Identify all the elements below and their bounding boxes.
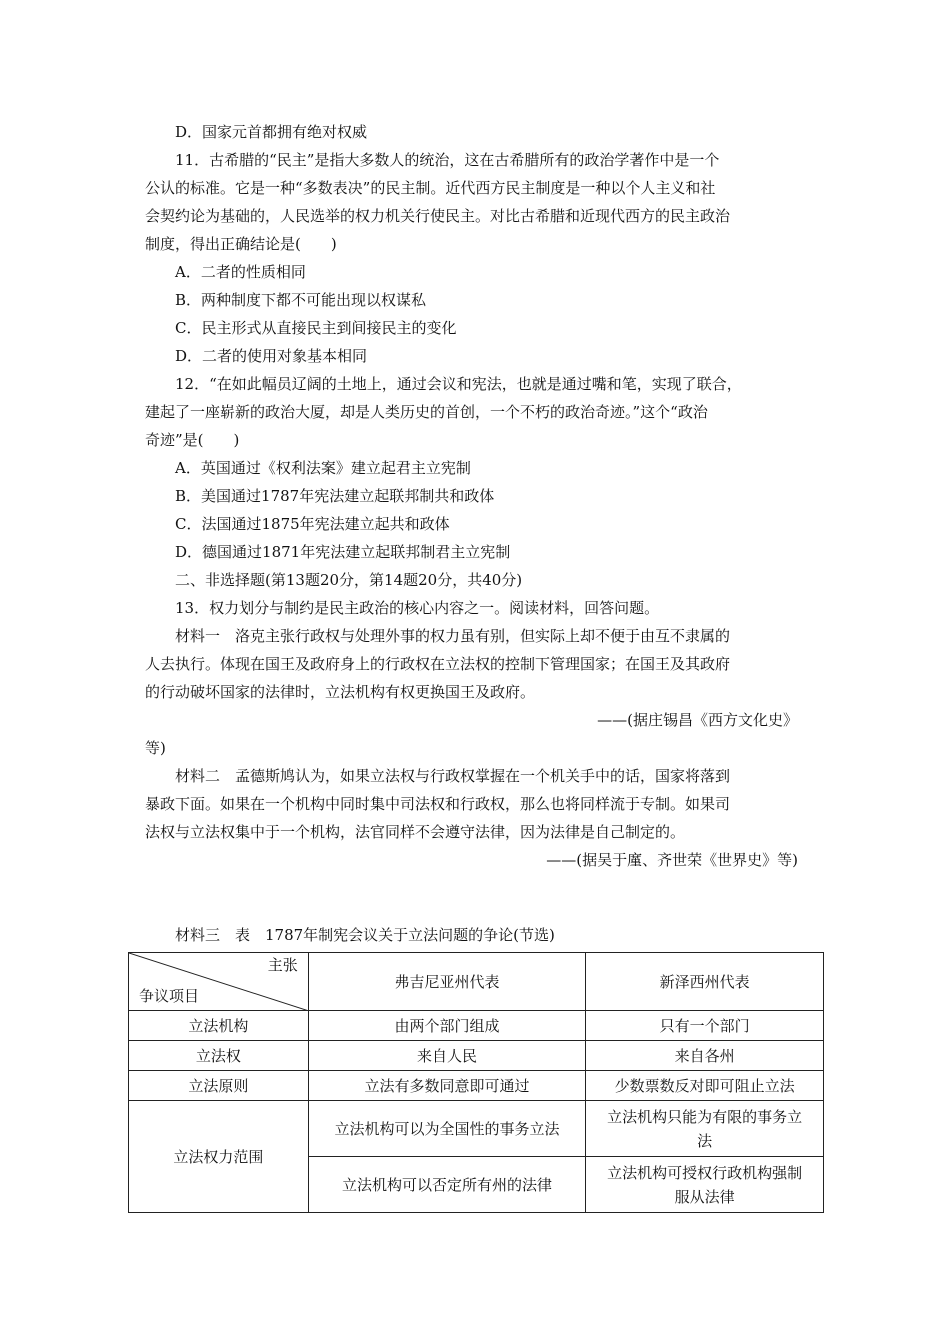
material-2-line-1: 材料二 孟德斯鸠认为，如果立法权与行政权掌握在一个机关手中的话，国家将落到 [175,767,731,785]
cell-line: 法 [697,1131,713,1150]
material-1-source: ——(据庄锡昌《西方文化史》 [597,711,798,729]
header-newjersey: 新泽西州代表 [586,953,824,1011]
table-row [129,1011,824,1041]
q11-stem-line-2: 公认的标准。它是一种“多数表决”的民主制。近代西方民主制度是一种以个人主义和社 [145,179,716,197]
q12-option-d: D．德国通过1871年宪法建立起联邦制君主立宪制 [175,543,511,561]
q11-stem-line-1: 11．古希腊的“民主”是指大多数人的统治，这在古希腊所有的政治学著作中是一个 [175,151,720,169]
q12-option-b: B．美国通过1787年宪法建立起联邦制共和政体 [175,487,495,505]
q13-stem: 13．权力划分与制约是民主政治的核心内容之一。阅读材料，回答问题。 [175,599,660,617]
table-header-row [129,953,824,1011]
q11-option-c: C．民主形式从直接民主到间接民主的变化 [175,319,457,337]
q11-option-b: B．两种制度下都不可能出现以权谋私 [175,291,427,309]
header-item-label: 争议项目 [139,987,200,1005]
q11-option-a: A．二者的性质相同 [175,263,306,281]
table-row [129,1071,824,1101]
diagonal-header-cell [129,953,309,1011]
q12-option-a: A．英国通过《权利法案》建立起君主立宪制 [175,459,471,477]
material-3-caption: 材料三 表 1787年制宪会议关于立法问题的争论(节选) [175,926,555,944]
row-newjersey: 来自各州 [586,1041,824,1071]
cell-line: 立法机构可授权行政机构强制 [607,1163,803,1182]
material-1-line-2: 人去执行。体现在国王及政府身上的行政权在立法权的控制下管理国家；在国王及其政府 [145,655,731,673]
q12-stem-line-3: 奇迹”是( ) [145,431,240,449]
material-2-line-3: 法权与立法权集中于一个机构，法官同样不会遵守法律，因为法律是自己制定的。 [145,823,686,841]
q10-option-d: D．国家元首都拥有绝对权威 [175,123,368,141]
material-1-line-1: 材料一 洛克主张行政权与处理外事的权力虽有别，但实际上却不便于由互不隶属的 [175,627,731,645]
cell-line: 立法机构只能为有限的事务立 [607,1107,803,1126]
q12-stem-line-1: 12．“在如此幅员辽阔的土地上，通过会议和宪法，也就是通过嘴和笔，实现了联合， [175,375,742,393]
row-item-scope: 立法权力范围 [129,1101,309,1213]
debate-table [128,952,824,1213]
table-row [129,1041,824,1071]
header-virginia: 弗吉尼亚州代表 [308,953,586,1011]
section-heading: 二、非选择题(第13题20分，第14题20分，共40分) [175,571,523,589]
q11-option-d: D．二者的使用对象基本相同 [175,347,368,365]
row-item: 立法机构 [129,1011,309,1041]
row-virginia: 立法机构可以为全国性的事务立法 [308,1101,586,1157]
header-stance-label: 主张 [267,956,298,974]
q12-stem-line-2: 建起了一座崭新的政治大厦，却是人类历史的首创，一个不朽的政治奇迹。”这个“政治 [145,403,708,421]
row-newjersey: 少数票数反对即可阻止立法 [586,1071,824,1101]
material-1-line-3: 的行动破坏国家的法律时，立法机构有权更换国王及政府。 [145,683,536,701]
row-item: 立法原则 [129,1071,309,1101]
row-item: 立法权 [129,1041,309,1071]
row-virginia: 由两个部门组成 [308,1011,586,1041]
row-newjersey [586,1157,824,1213]
row-virginia: 立法机构可以否定所有州的法律 [308,1157,586,1213]
q11-stem-line-3: 会契约论为基础的，人民选举的权力机关行使民主。对比古希腊和近现代西方的民主政治 [145,207,731,225]
material-2-line-2: 暴政下面。如果在一个机构中同时集中司法权和行政权，那么也将同样流于专制。如果司 [145,795,731,813]
row-newjersey: 只有一个部门 [586,1011,824,1041]
cell-line: 服从法律 [674,1187,735,1206]
row-virginia: 来自人民 [308,1041,586,1071]
material-2-source: ——(据吴于廑、齐世荣《世界史》等) [546,851,798,869]
q12-option-c: C．法国通过1875年宪法建立起共和政体 [175,515,450,533]
row-newjersey [586,1101,824,1157]
material-1-source-cont: 等) [145,739,166,757]
table-row [129,1101,824,1157]
row-virginia: 立法有多数同意即可通过 [308,1071,586,1101]
q11-stem-line-4: 制度，得出正确结论是( ) [145,235,337,253]
